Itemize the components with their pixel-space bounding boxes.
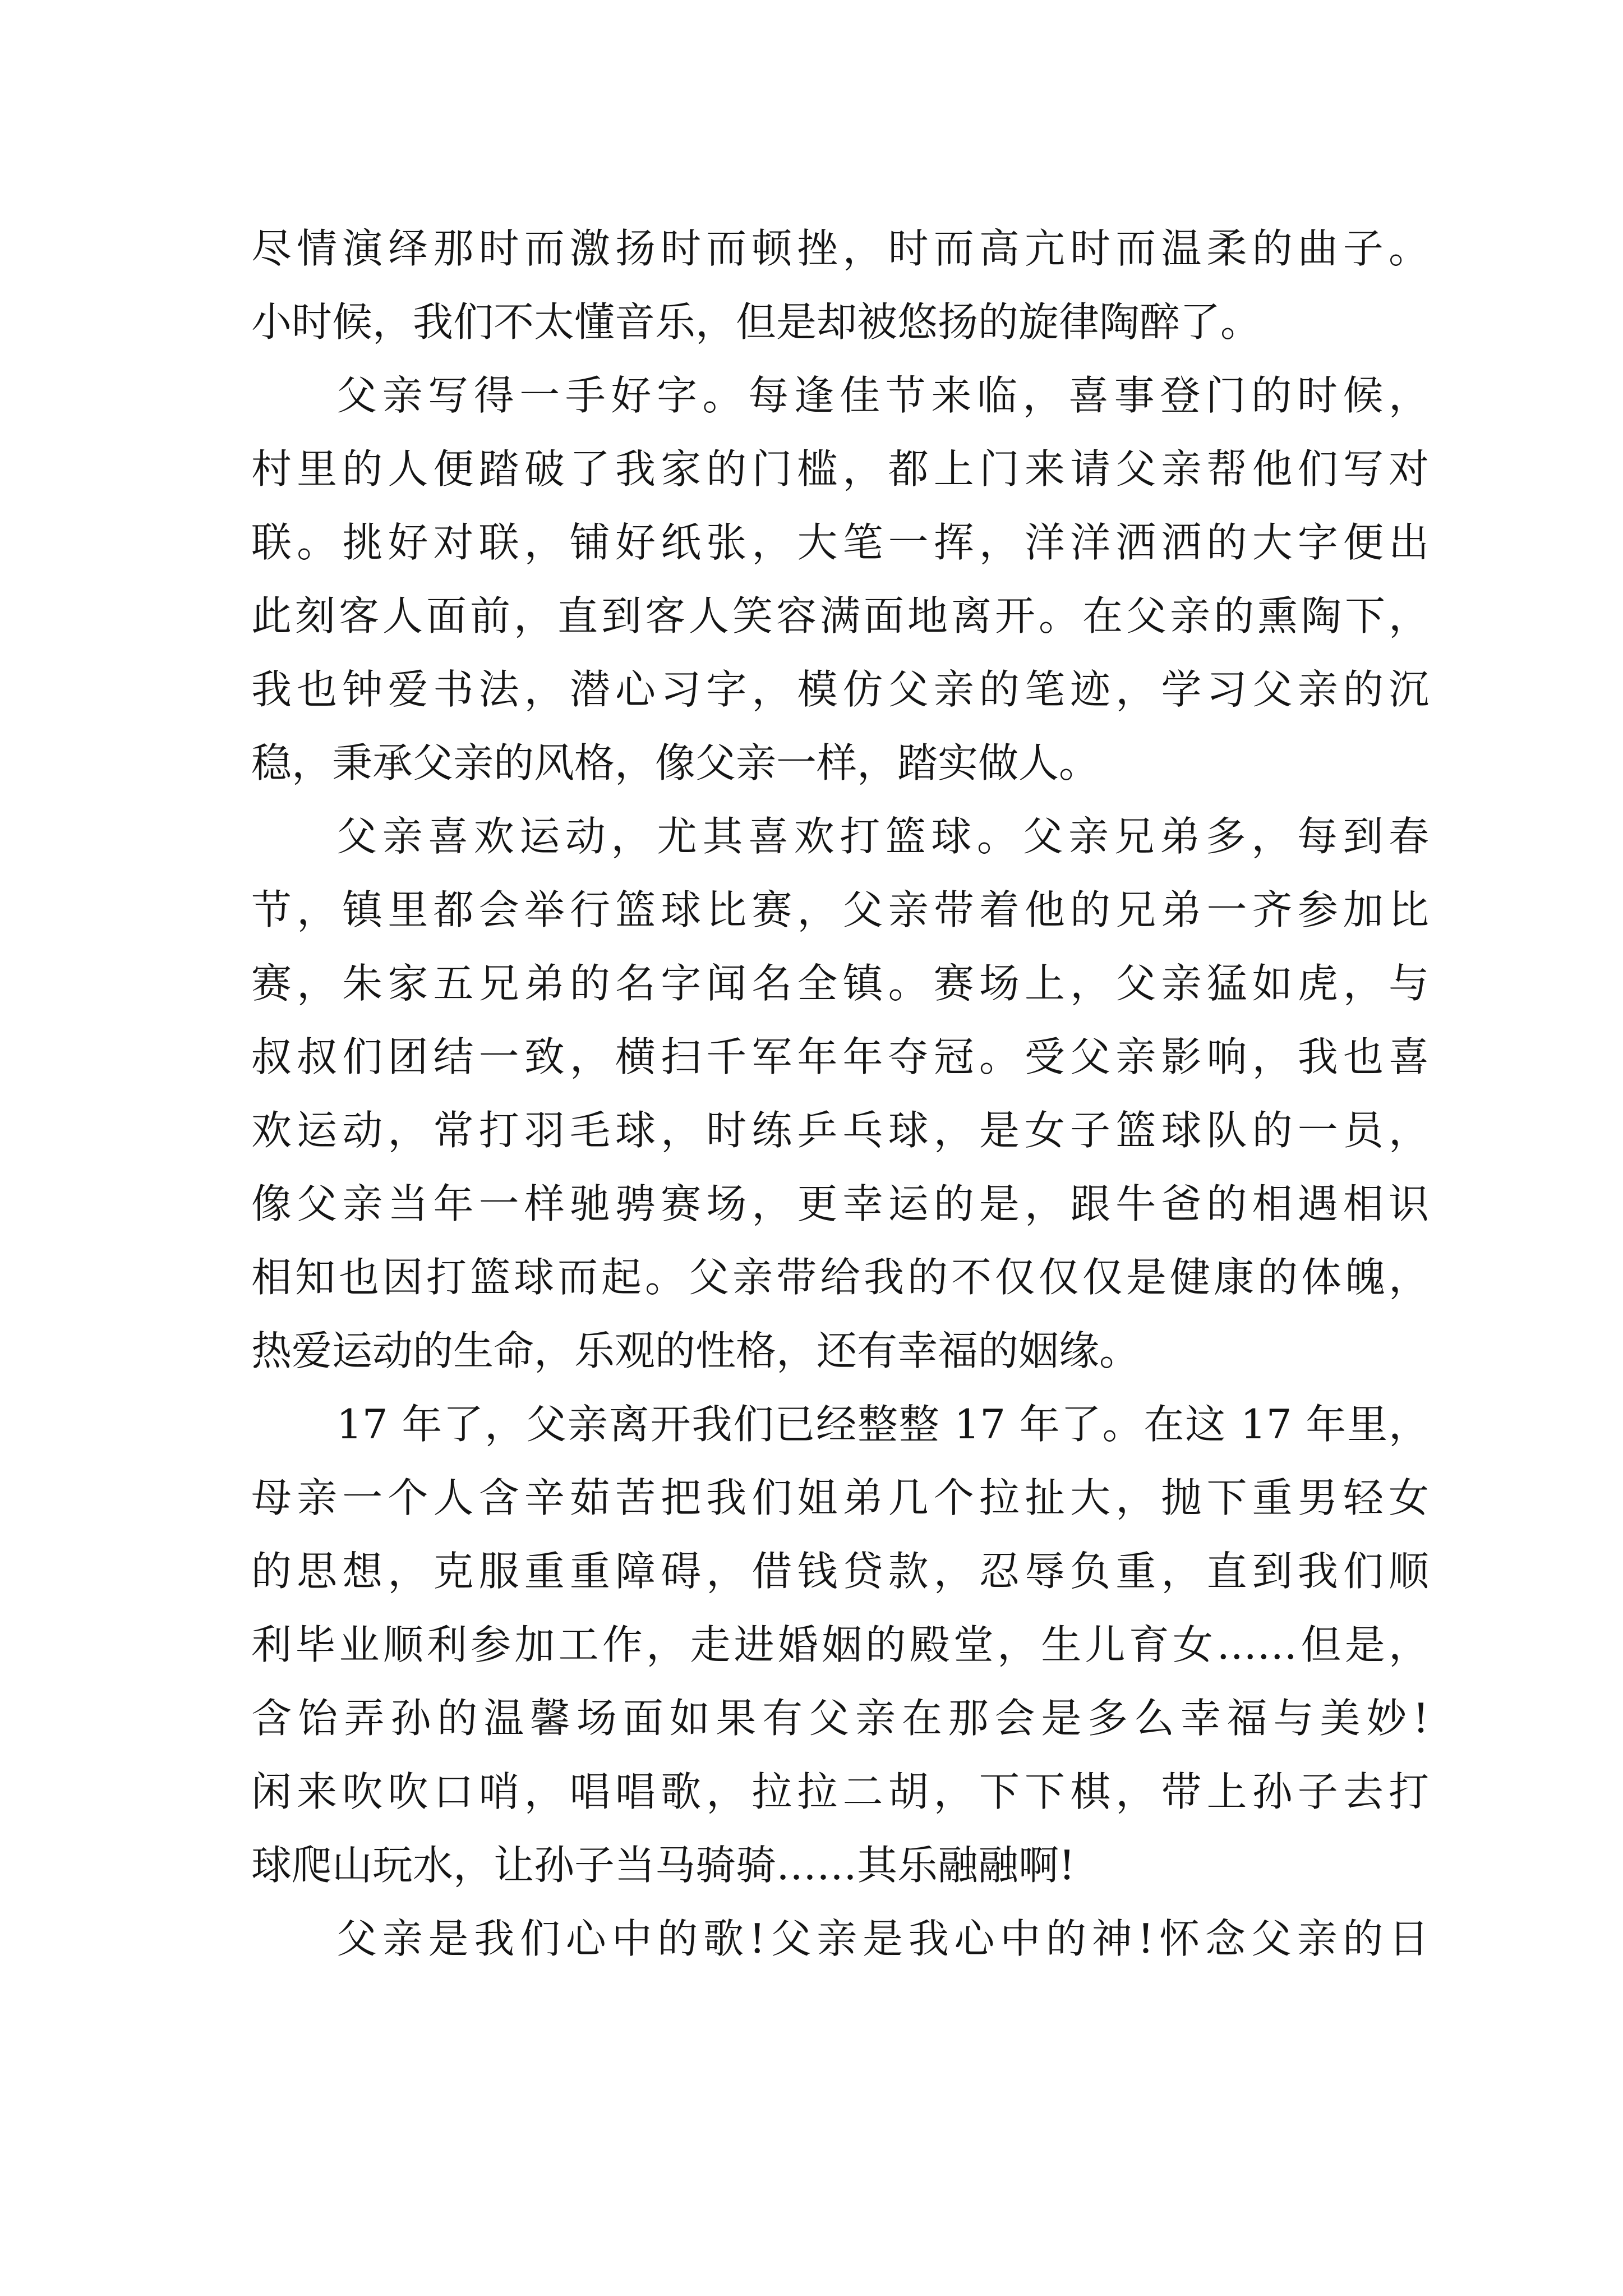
text-line: 父亲喜欢运动，尤其喜欢打篮球。父亲兄弟多，每到春 xyxy=(336,813,1429,860)
paragraph xyxy=(251,1388,1429,1902)
text-line: 父亲是我们心中的歌!父亲是我心中的神!怀念父亲的日 xyxy=(336,1915,1429,1962)
text-line: 17 年了，父亲离开我们已经整整 17 年了。在这 17 年里， xyxy=(336,1401,1429,1448)
text-line: 节，镇里都会举行篮球比赛，父亲带着他的兄弟一齐参加比 xyxy=(251,886,1429,933)
text-line: 利毕业顺利参加工作，走进婚姻的殿堂，生儿育女……但是， xyxy=(251,1621,1429,1668)
text-line: 相知也因打篮球而起。父亲带给我的不仅仅仅是健康的体魄， xyxy=(251,1254,1429,1301)
paragraph xyxy=(251,359,1429,800)
text-line: 尽情演绎那时而激扬时而顿挫，时而高亢时而温柔的曲子。 xyxy=(251,225,1429,272)
text-line: 赛，朱家五兄弟的名字闻名全镇。赛场上，父亲猛如虎，与 xyxy=(251,960,1429,1007)
body-text xyxy=(251,212,1429,1976)
text-line: 球爬山玩水，让孙子当马骑骑……其乐融融啊! xyxy=(251,1842,1075,1889)
text-line: 此刻客人面前，直到客人笑容满面地离开。在父亲的熏陶下， xyxy=(251,592,1429,639)
text-line: 叔叔们团结一致，横扫千军年年夺冠。受父亲影响，我也喜 xyxy=(251,1033,1429,1080)
paragraph xyxy=(251,212,1429,359)
text-line: 联。挑好对联，铺好纸张，大笔一挥，洋洋洒洒的大字便出 xyxy=(251,519,1429,566)
text-line: 村里的人便踏破了我家的门槛，都上门来请父亲帮他们写对 xyxy=(251,445,1429,493)
text-line: 我也钟爱书法，潜心习字，模仿父亲的笔迹，学习父亲的沉 xyxy=(251,666,1429,713)
text-line: 稳，秉承父亲的风格，像父亲一样，踏实做人。 xyxy=(251,739,1100,786)
text-line: 的思想，克服重重障碍，借钱贷款，忍辱负重，直到我们顺 xyxy=(251,1548,1429,1595)
text-line: 欢运动，常打羽毛球，时练乒乓球，是女子篮球队的一员， xyxy=(251,1107,1429,1154)
text-line: 像父亲当年一样驰骋赛场，更幸运的是，跟牛爸的相遇相识 xyxy=(251,1180,1429,1227)
text-line: 母亲一个人含辛茹苦把我们姐弟几个拉扯大，抛下重男轻女 xyxy=(251,1474,1429,1521)
text-line: 父亲写得一手好字。每逢佳节来临，喜事登门的时候， xyxy=(336,372,1429,419)
paragraph xyxy=(251,800,1429,1388)
paragraph xyxy=(251,1902,1429,1976)
text-line: 热爱运动的生命，乐观的性格，还有幸福的姻缘。 xyxy=(251,1327,1140,1374)
text-line: 小时候，我们不太懂音乐，但是却被悠扬的旋律陶醉了。 xyxy=(251,298,1261,346)
text-line: 含饴弄孙的温馨场面如果有父亲在那会是多么幸福与美妙! xyxy=(251,1695,1429,1742)
text-line: 闲来吹吹口哨，唱唱歌，拉拉二胡，下下棋，带上孙子去打 xyxy=(251,1768,1429,1815)
